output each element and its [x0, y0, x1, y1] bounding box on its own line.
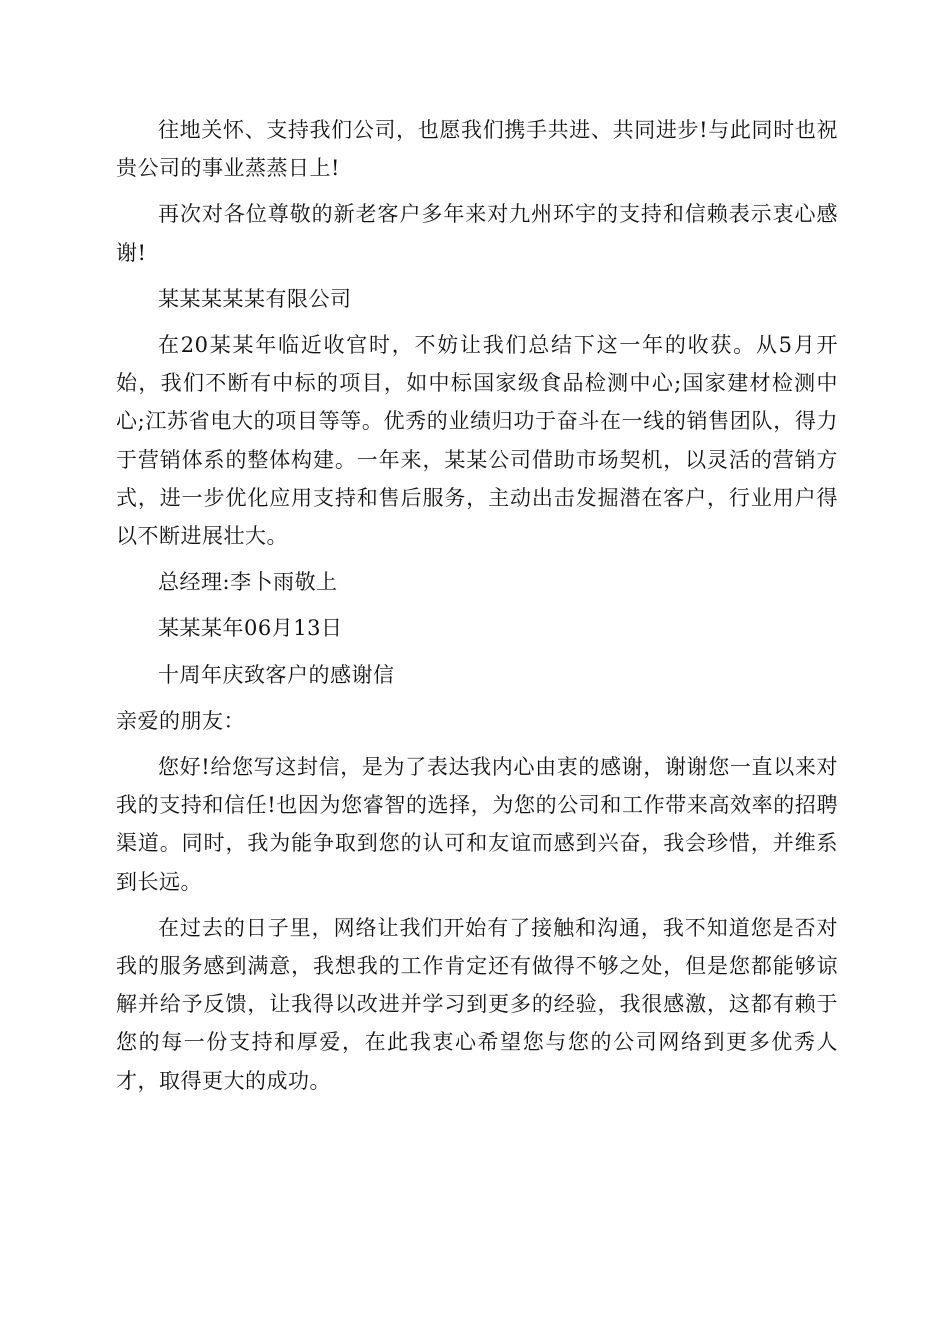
paragraph-greeting: 您好!给您写这封信，是为了表达我内心由衷的感谢，谢谢您一直以来对我的支持和信任!也因为您睿智的选择，为您的公司和工作带来高效率的招聘渠道。同时，我为能争取到您的认可和友谊而感到兴奋，我会珍惜，并维系到长远。	[116, 755, 838, 894]
letter-title: 十周年庆致客户的感谢信	[158, 662, 395, 687]
letter-date: 某某某年06月13日	[158, 616, 343, 641]
paragraph-past-days: 在过去的日子里，网络让我们开始有了接触和沟通，我不知道您是否对我的服务感到满意，我想我的工作肯定还有做得不够之处，但是您都能够谅解并给予反馈，让我得以改进并学习到更多的经验，我很感激，这都有赖于您的每一份支持和厚爱，在此我衷心希望您与您的公司网络到更多优秀人才，取得更大的成功。	[116, 915, 838, 1093]
paragraph-blessing: 往地关怀、支持我们公司，也愿我们携手共进、共同进步!与此同时也祝贵公司的事业蒸蒸日上!	[116, 118, 838, 181]
letter-salutation: 亲爱的朋友：	[116, 708, 245, 733]
paragraph-year-summary: 在20某某年临近收官时，不妨让我们总结下这一年的收获。从5月开始，我们不断有中标的项目，如中标国家级食品检测中心;国家建材检测中心;江苏省电大的项目等等。优秀的业绩归功于奋斗在一线的销售团队，得力于营销体系的整体构建。一年来，某某公司借助市场契机，以灵活的营销方式，进一步优化应用支持和售后服务，主动出击发掘潜在客户，行业用户得以不断进展壮大。	[116, 333, 838, 549]
paragraph-thanks-again: 再次对各位尊敬的新老客户多年来对九州环宇的支持和信赖表示衷心感谢!	[116, 202, 838, 265]
company-signature: 某某某某某有限公司	[158, 286, 352, 311]
manager-signature: 总经理:李卜雨敬上	[158, 570, 338, 595]
letter-body	[116, 111, 838, 1100]
